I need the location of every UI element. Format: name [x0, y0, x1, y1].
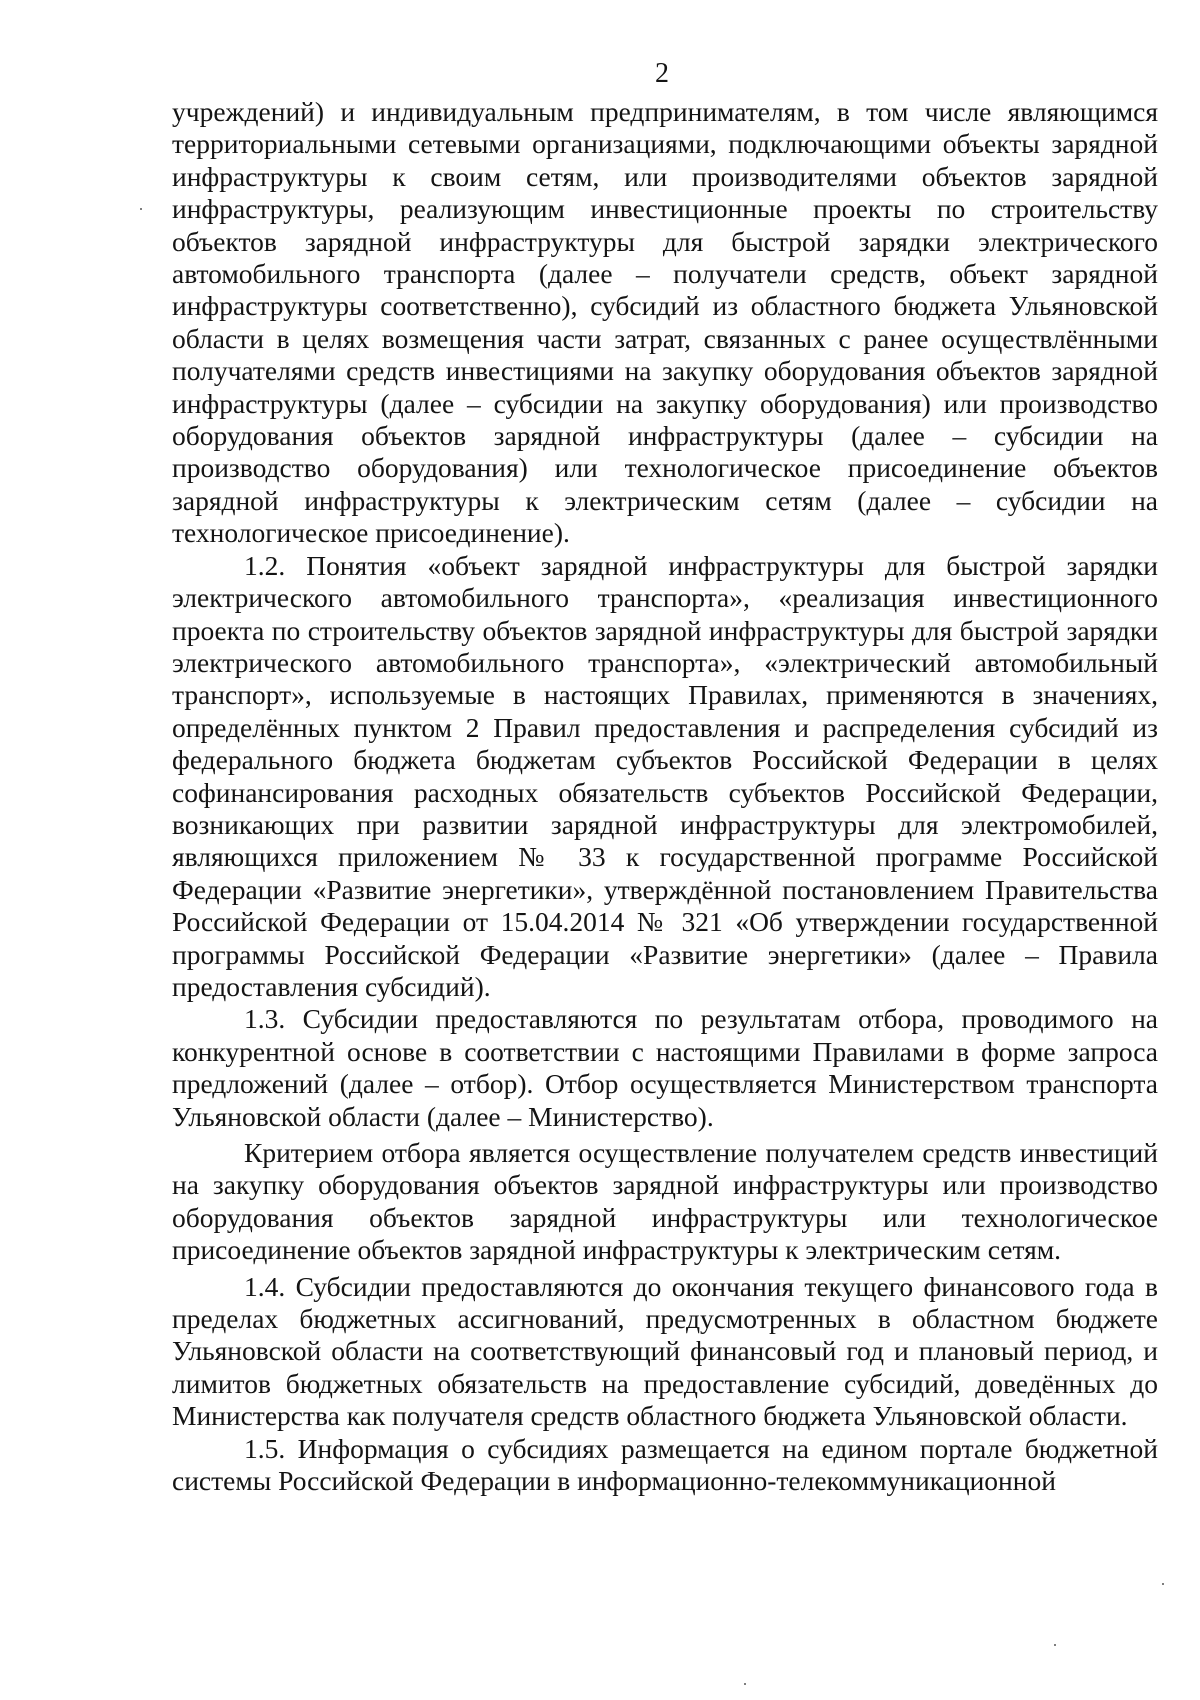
scan-speck [744, 1683, 746, 1685]
document-body [172, 96, 1158, 1497]
paragraph-1-3: 1.3. Субсидии предоставляются по результатам отбора, проводимого на конкурентной основе в соответствии с настоящими Правилами в форме запроса предложений (далее – отбор). Отбор осуществляется Министерством транспорта Ульяновской области (далее – Министерство). [172, 1003, 1158, 1132]
scan-speck [1054, 1644, 1056, 1646]
scan-speck [1162, 1583, 1164, 1585]
paragraph-selection-criterion: Критерием отбора является осуществление получателем средств инвестиций на закупку оборудования объектов зарядной инфраструктуры или производство оборудования объектов зарядной инфраструктуры или технологическое присоединение объектов зарядной инфраструктуры к электрическим сетям. [172, 1137, 1158, 1266]
paragraph-1-2: 1.2. Понятия «объект зарядной инфраструктуры для быстрой зарядки электрического автомобильного транспорта», «реализация инвестиционного проекта по строительству объектов зарядной инфраструктуры для быстрой зарядки электрического автомобильного транспорта», «электрический автомобильный транспорт», используемые в настоящих Правилах, применяются в значениях, определённых пунктом 2 Правил предоставления и распределения субсидий из федерального бюджета бюджетам субъектов Российской Федерации в целях софинансирования расходных обязательств субъектов Российской Федерации, возникающих при развитии зарядной инфраструктуры для электромобилей, являющихся приложением № 33 к государственной программе Российской Федерации «Развитие энергетики», утверждённой постановлением Правительства Российской Федерации от 15.04.2014 № 321 «Об утверждении государственной программы Российской Федерации «Развитие энергетики» (далее – Правила предоставления субсидий). [172, 549, 1158, 1002]
page-number: 2 [655, 58, 669, 89]
paragraph-1-1-continuation: учреждений) и индивидуальным предпринимателям, в том числе являющимся территориальными сетевыми организациями, подключающими объекты зарядной инфраструктуры к своим сетям, или производителями объектов зарядной инфраструктуры, реализующим инвестиционные проекты по строительству объектов зарядной инфраструктуры для быстрой зарядки электрического автомобильного транспорта (далее – получатели средств, объект зарядной инфраструктуры соответственно), субсидий из областного бюджета Ульяновской области в целях возмещения части затрат, связанных с ранее осуществлёнными получателями средств инвестициями на закупку оборудования объектов зарядной инфраструктуры (далее – субсидии на закупку оборудования) или производство оборудования объектов зарядной инфраструктуры (далее – субсидии на производство оборудования) или технологическое присоединение объектов зарядной инфраструктуры к электрическим сетям (далее – субсидии на технологическое присоединение). [172, 96, 1158, 549]
paragraph-1-5: 1.5. Информация о субсидиях размещается на едином портале бюджетной системы Российской Федерации в информационно-телекоммуникационной [172, 1432, 1158, 1497]
paragraph-1-4: 1.4. Субсидии предоставляются до окончания текущего финансового года в пределах бюджетных ассигнований, предусмотренных в областном бюджете Ульяновской области на соответствующий финансовый год и плановый период, и лимитов бюджетных обязательств на предоставление субсидий, доведённых до Министерства как получателя средств областного бюджета Ульяновской области. [172, 1270, 1158, 1432]
scan-speck [140, 208, 142, 210]
